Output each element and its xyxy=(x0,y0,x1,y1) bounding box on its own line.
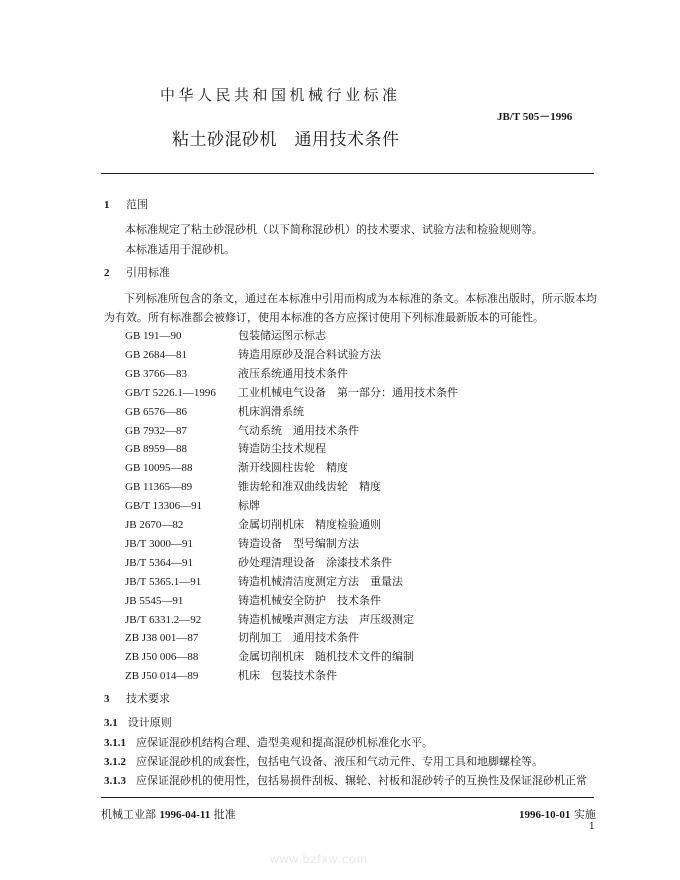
reference-title: 液压系统通用技术条件 xyxy=(238,366,348,380)
reference-title: 机床润滑系统 xyxy=(238,404,304,418)
reference-row xyxy=(125,611,414,627)
section-number: 3 xyxy=(104,693,110,705)
clause-text: 应保证混砂机的成套性，包括电气设备、液压和气动元件、专用工具和地脚螺栓等。 xyxy=(136,755,543,768)
reference-row xyxy=(125,403,304,419)
standard-number: JB/T 505－1996 xyxy=(497,111,573,123)
section-1-paragraph-1: 本标准规定了粘土砂混砂机（以下简称混砂机）的技术要求、试验方法和检验规则等。 xyxy=(125,223,543,236)
reference-code: ZB J50 006—88 xyxy=(125,651,199,664)
reference-row xyxy=(125,516,381,532)
reference-code: ZB J50 014—89 xyxy=(125,670,199,683)
approval-org: 机械工业部 xyxy=(101,808,156,821)
clause-3-1-2 xyxy=(104,753,543,769)
section-2-paragraph: 下列标准所包含的条文，通过在本标准中引用而构成为本标准的条文。本标准出版时，所示版本均为有效。所有标准都会被修订，使用本标准的各方应探讨使用下列标准最新版本的可能性。 xyxy=(104,292,597,324)
clause-number: 3.1.3 xyxy=(104,775,126,787)
reference-row xyxy=(125,346,381,362)
reference-row xyxy=(125,478,381,494)
clause-title: 设计原则 xyxy=(127,716,172,729)
header-divider xyxy=(101,173,594,174)
reference-code: GB 191—90 xyxy=(125,330,182,342)
approval-action: 批准 xyxy=(213,808,236,821)
reference-code: JB 2670—82 xyxy=(125,519,184,531)
clause-3-1-3 xyxy=(104,772,598,788)
reference-code: GB 3766—83 xyxy=(125,367,188,380)
reference-title: 铸造用原砂及混合料试验方法 xyxy=(238,347,381,361)
reference-row xyxy=(125,573,403,589)
reference-code: JB 5545—91 xyxy=(125,594,184,607)
footer-divider xyxy=(101,797,594,798)
reference-row xyxy=(125,384,458,400)
section-3-heading xyxy=(104,690,170,706)
reference-title: 渐开线圆柱齿轮 精度 xyxy=(238,461,348,475)
reference-title: 标牌 xyxy=(238,499,260,513)
reference-row xyxy=(125,327,326,343)
reference-row xyxy=(125,667,337,683)
reference-row xyxy=(125,459,348,475)
reference-code: JB/T 3000—91 xyxy=(125,537,193,550)
clause-number: 3.1.2 xyxy=(104,756,126,768)
reference-title: 铸造防尘技术规程 xyxy=(238,442,326,456)
reference-code: GB 10095—88 xyxy=(125,462,193,475)
section-title: 引用标准 xyxy=(126,266,170,279)
reference-code: GB 8959—88 xyxy=(125,443,188,456)
reference-title: 切削加工 通用技术条件 xyxy=(238,631,359,645)
implementation-date: 1996-10-01 xyxy=(519,809,571,821)
section-number: 2 xyxy=(104,267,110,279)
reference-code: JB/T 5365.1—91 xyxy=(125,575,202,588)
reference-code: JB/T 5364—91 xyxy=(125,556,193,569)
section-2-heading xyxy=(104,264,170,280)
reference-row xyxy=(125,365,348,381)
section-title: 范围 xyxy=(126,198,148,211)
reference-title: 铸造机械清洁度测定方法 重量法 xyxy=(238,574,403,588)
reference-code: ZB J38 001—87 xyxy=(125,632,199,645)
section-1-heading xyxy=(104,196,148,212)
reference-row xyxy=(125,554,392,570)
clause-number: 3.1 xyxy=(104,717,118,729)
page-number: 1 xyxy=(589,822,595,832)
section-title: 技术要求 xyxy=(126,692,170,705)
reference-title: 金属切削机床 精度检验通则 xyxy=(238,518,381,531)
section-number: 1 xyxy=(104,199,110,211)
reference-title: 金属切削机床 随机技术文件的编制 xyxy=(238,650,414,664)
reference-code: GB/T 5226.1—1996 xyxy=(125,386,216,399)
reference-row xyxy=(125,592,381,608)
watermark-text: www.bzfxw.com xyxy=(270,852,368,866)
reference-row xyxy=(125,497,260,513)
clause-text: 应保证混砂机结构合理、造型美观和提高混砂机标准化水平。 xyxy=(136,736,433,749)
reference-title: 铸造机械安全防护 技术条件 xyxy=(238,593,381,607)
section-1-paragraph-2: 本标准适用于混砂机。 xyxy=(125,243,235,256)
reference-row xyxy=(125,535,359,551)
reference-row xyxy=(125,648,414,664)
clause-number: 3.1.1 xyxy=(104,737,126,749)
implementation-action: 实施 xyxy=(573,808,596,821)
reference-code: GB/T 13306—91 xyxy=(125,500,203,513)
reference-row xyxy=(125,422,359,438)
issuing-body-header: 中华人民共和国机械行业标准 xyxy=(160,86,401,104)
clause-3-1-1 xyxy=(104,734,433,750)
reference-code: GB 2684—81 xyxy=(125,348,188,361)
reference-row xyxy=(125,629,359,645)
reference-code: GB 6576—86 xyxy=(125,405,188,418)
reference-title: 包装储运图示标志 xyxy=(238,329,326,342)
approval-line xyxy=(101,806,236,822)
reference-title: 砂处理清理设备 涂漆技术条件 xyxy=(238,555,392,569)
clause-text: 应保证混砂机的使用性，包括易损件刮板、辗轮、衬板和混砂转子的互换性及保证混砂机正常 xyxy=(136,774,587,787)
reference-code: GB 11365—89 xyxy=(125,481,193,494)
document-title: 粘土砂混砂机 通用技术条件 xyxy=(172,130,400,150)
reference-title: 铸造设备 型号编制方法 xyxy=(238,536,359,550)
reference-title: 气动系统 通用技术条件 xyxy=(238,423,359,437)
reference-title: 工业机械电气设备 第一部分：通用技术条件 xyxy=(238,385,458,399)
clause-3-1 xyxy=(104,714,172,730)
reference-code: GB 7932—87 xyxy=(125,424,188,437)
reference-title: 铸造机械噪声测定方法 声压级测定 xyxy=(238,612,414,626)
approval-date: 1996-04-11 xyxy=(159,809,211,821)
implementation-line xyxy=(519,806,596,822)
reference-row xyxy=(125,440,326,456)
reference-title: 机床 包装技术条件 xyxy=(238,669,337,683)
reference-code: JB/T 6331.2—92 xyxy=(125,613,202,626)
reference-title: 锥齿轮和准双曲线齿轮 精度 xyxy=(238,480,381,494)
